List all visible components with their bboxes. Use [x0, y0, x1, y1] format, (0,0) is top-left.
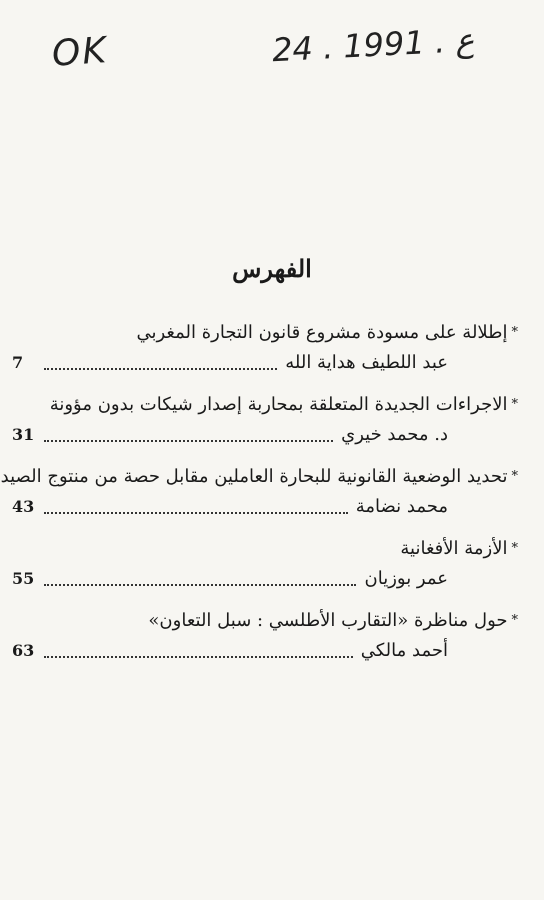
entry-title-text: إطلالة على مسودة مشروع قانون التجارة المغربي: [136, 322, 508, 343]
entry-title-text: تحديد الوضعية القانونية للبحارة العاملين مقابل حصة من منتوج الصيد: [0, 466, 508, 487]
toc-entry-author: عبد اللطيف هداية الله: [285, 352, 448, 373]
entry-title-text: حول مناظرة «التقارب الأطلسي : سبل التعاون»: [148, 610, 508, 631]
toc-entry: [12, 390, 518, 450]
toc-page-number: 43: [12, 497, 35, 516]
toc-entry-title: [12, 390, 518, 420]
entry-title-text: الأزمة الأفغانية: [400, 538, 508, 559]
toc-page-number: 55: [12, 569, 35, 588]
toc-entry-author: أحمد مالكي: [360, 640, 448, 661]
toc-author-row: [12, 348, 518, 378]
bullet-icon: *: [511, 469, 518, 484]
toc-title: الفهرس: [232, 254, 312, 283]
toc-page-number: 7: [12, 353, 24, 372]
toc-entry: [12, 606, 518, 666]
toc-entry: [12, 534, 518, 594]
bullet-icon: *: [511, 325, 518, 340]
toc-page-number: 31: [12, 425, 35, 444]
toc-entry-title: [12, 318, 518, 348]
toc-entry: [0, 462, 518, 522]
toc-entry-title: [12, 606, 518, 636]
toc-entry-author: محمد نضامة: [355, 496, 448, 517]
toc-author-row: [12, 492, 518, 522]
dot-leader: [44, 655, 353, 658]
dot-leader: [44, 583, 356, 586]
entry-title-text: الاجراءات الجديدة المتعلقة بمحاربة إصدار شيكات بدون مؤونة: [49, 394, 508, 415]
toc-entry-title: [12, 534, 518, 564]
toc-entry-title: [0, 462, 518, 492]
handwritten-date: 24 . ع . 1991: [271, 20, 476, 70]
bullet-icon: *: [511, 397, 518, 412]
toc-page-number: 63: [12, 641, 35, 660]
toc-author-row: [12, 564, 518, 594]
toc-entry-author: د. محمد خيري: [341, 424, 448, 445]
handwritten-ok-mark: OK: [50, 30, 110, 75]
toc-author-row: [12, 636, 518, 666]
toc-entry: [12, 318, 518, 378]
toc-author-row: [12, 420, 518, 450]
bullet-icon: *: [511, 613, 518, 628]
table-of-contents: [0, 318, 518, 678]
dot-leader: [44, 439, 333, 442]
dot-leader: [44, 367, 277, 370]
bullet-icon: *: [511, 541, 518, 556]
dot-leader: [44, 511, 348, 514]
toc-entry-author: عمر بوزيان: [364, 568, 448, 589]
